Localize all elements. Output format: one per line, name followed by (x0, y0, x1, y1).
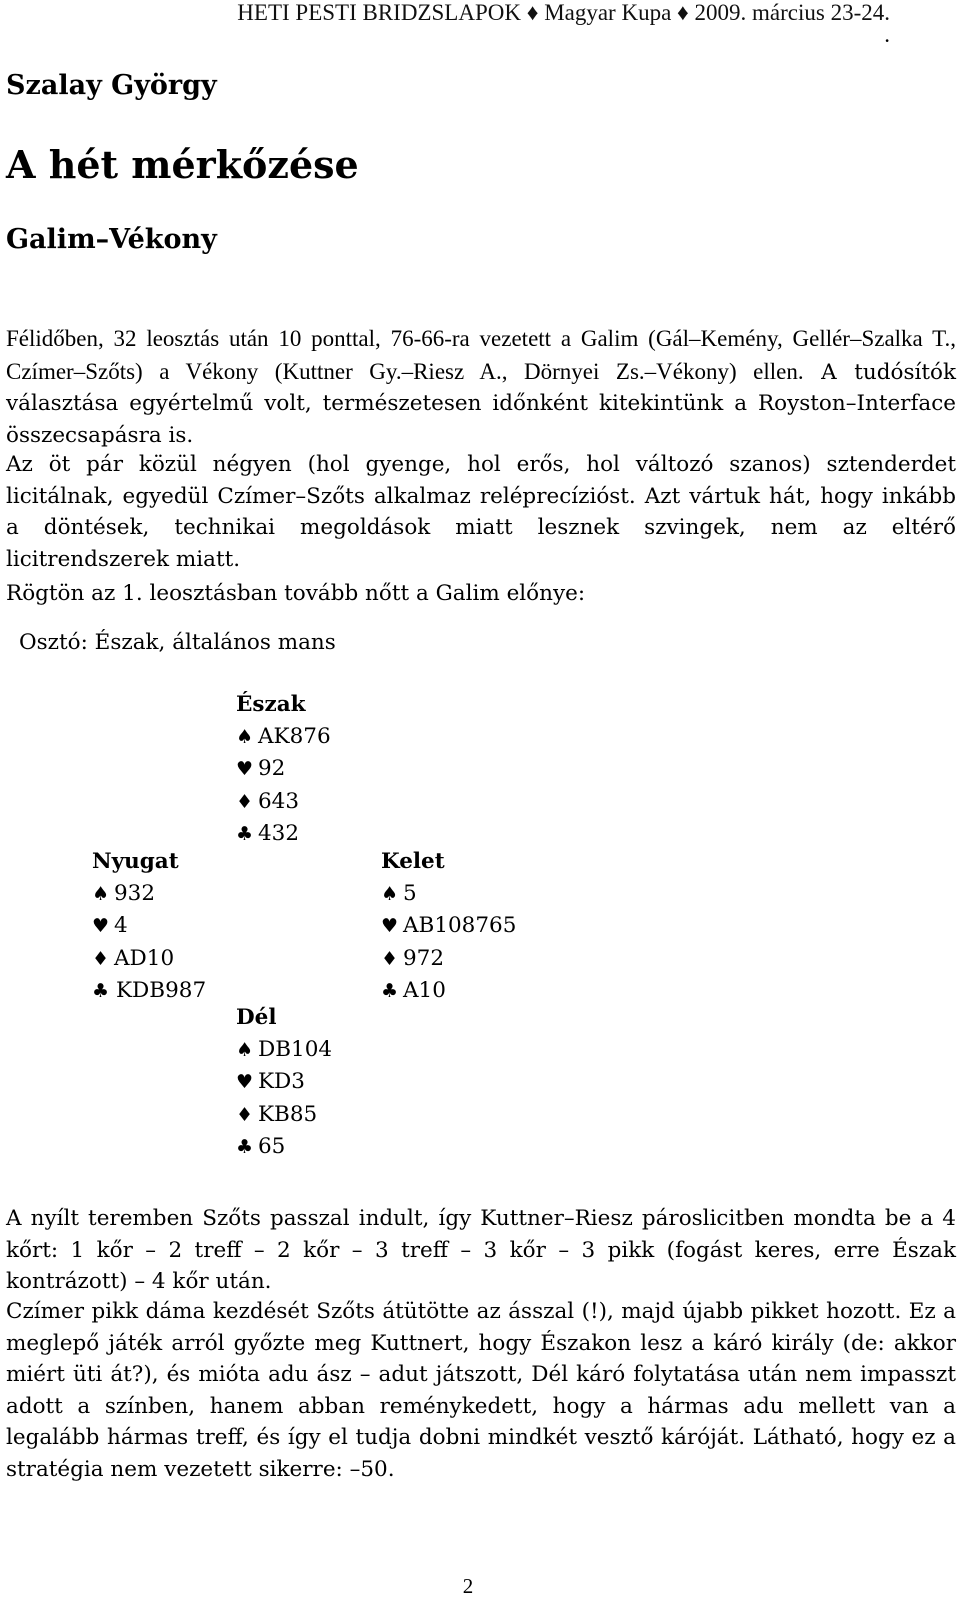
club-icon: ♣ (236, 823, 254, 845)
hand-east (381, 846, 516, 1008)
club-icon: ♣ (92, 980, 110, 1002)
header-dot: . (884, 22, 890, 47)
west-spades: 932 (114, 880, 156, 906)
systems-paragraph: Az öt pár közül négyen (hol gyenge, hol erős, hol változó szanos) sztenderdet licitálnak, egyedül Czímer–Szőts alkalmaz reléprecízióst. Azt vártuk hát, hogy inkább a döntések, technikai megoldások miatt lesznek szvingek, nem az eltérő licitrendszerek miatt. (6, 452, 956, 572)
diamond-icon: ♦ (92, 947, 110, 970)
page-number: 2 (462, 1574, 474, 1598)
intro-paragraph (6, 323, 956, 451)
west-hearts: 4 (114, 913, 128, 938)
play-paragraph: Czímer pikk dáma kezdését Szőts átütötte az ásszal (!), majd újabb pikket hozott. Ez a meglepő játék arról győzte meg Kuttnert, hogy Északon lesz a káró király (de: akkor miért üti át?), és mióta adu ász – adut játszott, Dél káró folytatása után nem impasszt adott a színben, hanem abban reménykedett, hogy a hármas adu mellett van a legalább hármas treff, és így el tudja dobni mindkét vesztő káróját. Látható, hogy ez a stratégia nem vezetett sikerre: –50. (6, 1299, 956, 1482)
hand-south (236, 1002, 332, 1164)
heart-icon: ♥ (236, 1071, 254, 1093)
hand-name-north: Észak (236, 692, 306, 717)
spade-icon: ♠ (236, 725, 254, 748)
spade-icon: ♠ (236, 1038, 254, 1061)
hand-west (92, 846, 206, 1008)
west-diamonds: AD10 (114, 945, 175, 971)
east-spades: 5 (403, 880, 417, 906)
hand-name-west: Nyugat (92, 849, 179, 874)
west-clubs: KDB987 (116, 978, 207, 1003)
diamond-icon: ♦ (381, 947, 399, 970)
heart-icon: ♥ (381, 915, 399, 937)
intro-segment-score: Félidőben, 32 leosztás után 10 ponttal, 76-66-ra vezetett a Galim (Gál–Kemény, Gellér–Szalka T., Czímer–Szőts) a Vékony (Kuttner Gy.–Riesz A., Dörnyei Zs.–Vékony) ellen. (6, 326, 956, 384)
east-clubs: A10 (403, 978, 446, 1003)
first-board-paragraph: Rögtön az 1. leosztásban tovább nőtt a Galim előnye: (6, 581, 586, 606)
bidding-paragraph: A nyílt teremben Szőts passzal indult, így Kuttner–Riesz pároslicitben mondta be a 4 kőrt: 1 kőr – 2 treff – 2 kőr – 3 treff – 3 kőr – 3 pikk (fogást keres, erre Észak kontrázott) – 4 kőr után. (6, 1206, 956, 1294)
south-clubs: 65 (258, 1134, 286, 1159)
north-diamonds: 643 (258, 788, 300, 814)
hand-name-east: Kelet (381, 849, 445, 874)
diamond-icon: ♦ (236, 790, 254, 813)
hand-name-south: Dél (236, 1005, 277, 1030)
spade-icon: ♠ (92, 882, 110, 905)
author-name: Szalay György (6, 70, 217, 101)
spade-icon: ♠ (381, 882, 399, 905)
south-hearts: KD3 (258, 1069, 305, 1094)
south-spades: DB104 (258, 1036, 333, 1062)
north-hearts: 92 (258, 756, 286, 781)
north-clubs: 432 (258, 821, 300, 846)
club-icon: ♣ (236, 1136, 254, 1158)
north-spades: AK876 (258, 723, 331, 749)
club-icon: ♣ (381, 980, 399, 1002)
heart-icon: ♥ (236, 758, 254, 780)
intro-segment-reporters: A tudósítók választása egyértelmű volt, természetesen időnként kitekintünk a Royston–Interface összecsapásra is. (6, 359, 956, 448)
south-diamonds: KB85 (258, 1101, 318, 1127)
east-diamonds: 972 (403, 945, 445, 971)
article-title: A hét mérkőzése (6, 142, 359, 187)
diamond-icon: ♦ (236, 1103, 254, 1126)
match-subtitle: Galim–Vékony (6, 224, 217, 255)
east-hearts: AB108765 (403, 913, 517, 938)
running-header: HETI PESTI BRIDZSLAPOK ♦ Magyar Kupa ♦ 2009. március 23-24. (237, 0, 890, 25)
dealer-line: Osztó: Észak, általános mans (19, 630, 336, 655)
hand-north (236, 689, 331, 851)
heart-icon: ♥ (92, 915, 110, 937)
